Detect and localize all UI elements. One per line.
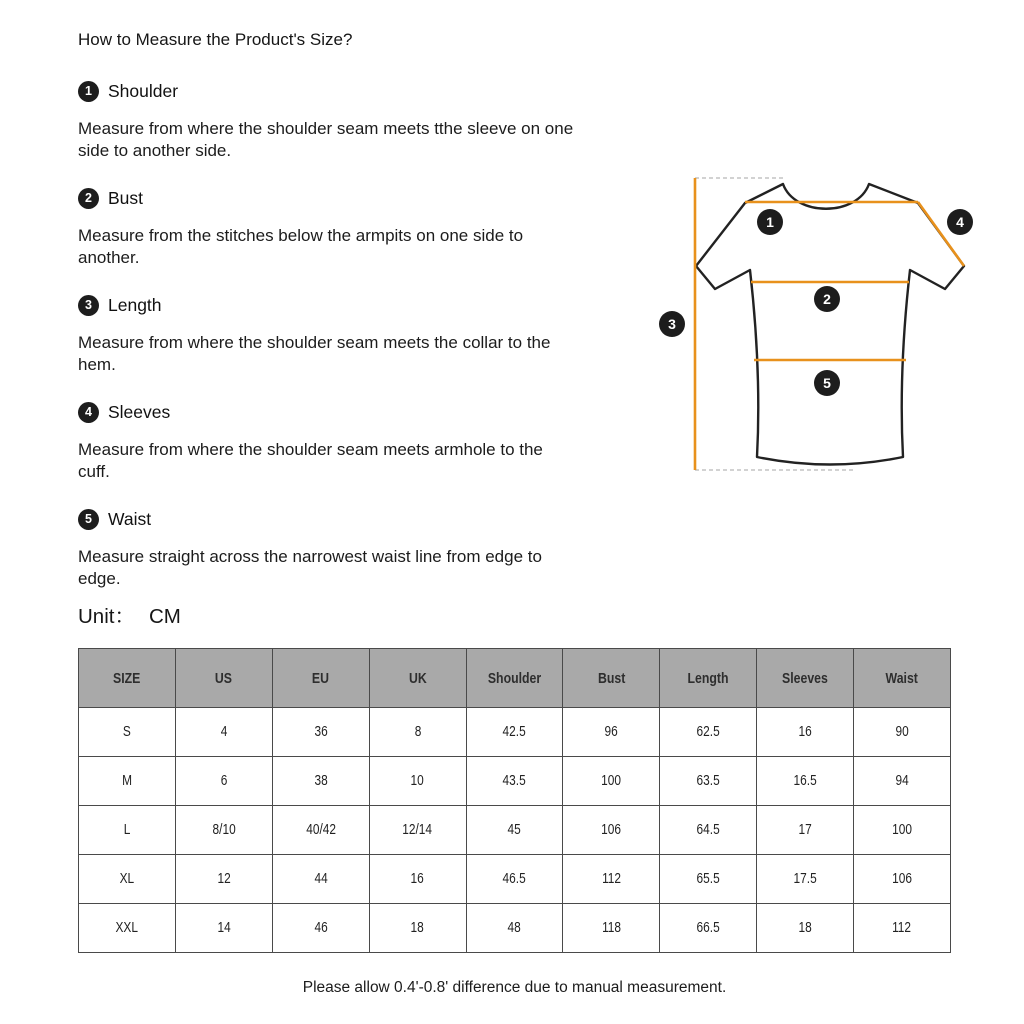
- table-cell: 96: [563, 708, 660, 757]
- svg-text:5: 5: [823, 375, 831, 391]
- table-cell: 16.5: [757, 757, 854, 806]
- table-cell: 40/42: [272, 806, 369, 855]
- description-line: Measure from where the shoulder seam meets tthe sleeve on one: [78, 119, 574, 138]
- table-header-cell: US: [175, 649, 272, 708]
- table-row-xl: [79, 855, 951, 904]
- table-cell: 94: [854, 757, 951, 806]
- description-line: side to another side.: [78, 141, 232, 160]
- table-cell: 48: [466, 904, 563, 953]
- marker-badge-1: [757, 209, 783, 235]
- svg-text:4: 4: [956, 214, 964, 230]
- page-title: How to Measure the Product's Size?: [78, 30, 353, 49]
- description-line: Measure straight across the narrowest waist line from edge to: [78, 547, 542, 566]
- table-header-cell: Waist: [854, 649, 951, 708]
- table-cell: 66.5: [660, 904, 757, 953]
- number-badge: 4: [78, 402, 99, 423]
- table-cell: 118: [563, 904, 660, 953]
- table-cell: 64.5: [660, 806, 757, 855]
- table-cell: 100: [563, 757, 660, 806]
- table-cell: 36: [272, 708, 369, 757]
- table-header-row: [79, 649, 951, 708]
- table-header-cell: Shoulder: [466, 649, 563, 708]
- table-cell: 4: [175, 708, 272, 757]
- table-cell: 8/10: [175, 806, 272, 855]
- table-cell: 8: [369, 708, 466, 757]
- number-badge: 3: [78, 295, 99, 316]
- marker-badge-3: [659, 311, 685, 337]
- table-row-m: [79, 757, 951, 806]
- svg-text:3: 3: [668, 316, 676, 332]
- section-label: Length: [108, 294, 162, 315]
- marker-badge-5: [814, 370, 840, 396]
- table-cell: 46: [272, 904, 369, 953]
- table-cell: M: [79, 757, 176, 806]
- section-label: Sleeves: [108, 401, 171, 422]
- unit-label: Unit：: [78, 605, 135, 628]
- table-header-cell: SIZE: [79, 649, 176, 708]
- svg-text:1: 1: [766, 214, 774, 230]
- table-cell: 38: [272, 757, 369, 806]
- description-line: Measure from the stitches below the armpits on one side to: [78, 226, 524, 245]
- tshirt-diagram: [650, 160, 1010, 490]
- table-row-s: [79, 708, 951, 757]
- unit-line: [78, 605, 951, 629]
- unit-value: CM: [148, 605, 181, 628]
- measure-section-waist: [78, 508, 951, 590]
- table-cell: 12: [175, 855, 272, 904]
- section-label: Bust: [108, 187, 144, 208]
- table-cell: 65.5: [660, 855, 757, 904]
- table-cell: 17.5: [757, 855, 854, 904]
- table-cell: 45: [466, 806, 563, 855]
- section-heading: [78, 80, 951, 102]
- table-header-cell: EU: [272, 649, 369, 708]
- table-cell: XXL: [79, 904, 176, 953]
- size-chart-table: [78, 648, 951, 953]
- table-cell: 6: [175, 757, 272, 806]
- table-cell: 63.5: [660, 757, 757, 806]
- measure-section-shoulder: [78, 80, 951, 162]
- table-cell: S: [79, 708, 176, 757]
- table-cell: 12/14: [369, 806, 466, 855]
- description-line: Measure from where the shoulder seam meets armhole to the: [78, 440, 543, 459]
- table-cell: 17: [757, 806, 854, 855]
- table-cell: 90: [854, 708, 951, 757]
- table-cell: 18: [369, 904, 466, 953]
- table-cell: 16: [757, 708, 854, 757]
- table-cell: 106: [854, 855, 951, 904]
- svg-text:2: 2: [823, 291, 831, 307]
- table-row-xxl: [79, 904, 951, 953]
- table-cell: 18: [757, 904, 854, 953]
- table-cell: 44: [272, 855, 369, 904]
- table-cell: 14: [175, 904, 272, 953]
- table-header-cell: UK: [369, 649, 466, 708]
- table-header-cell: Sleeves: [757, 649, 854, 708]
- number-badge: 1: [78, 81, 99, 102]
- table-cell: 43.5: [466, 757, 563, 806]
- marker-badge-2: [814, 286, 840, 312]
- tshirt-diagram-svg: [650, 160, 1010, 490]
- table-cell: L: [79, 806, 176, 855]
- table-cell: XL: [79, 855, 176, 904]
- table-cell: 112: [563, 855, 660, 904]
- description-line: another.: [78, 248, 140, 267]
- measurement-disclaimer: Please allow 0.4'-0.8' difference due to manual measurement.: [302, 979, 727, 996]
- table-cell: 100: [854, 806, 951, 855]
- section-label: Waist: [108, 508, 152, 529]
- tshirt-outline: [696, 184, 964, 465]
- section-label: Shoulder: [108, 80, 179, 101]
- section-heading: [78, 508, 951, 530]
- table-cell: 106: [563, 806, 660, 855]
- table-header-cell: Length: [660, 649, 757, 708]
- marker-badge-4: [947, 209, 973, 235]
- table-cell: 10: [369, 757, 466, 806]
- number-badge: 5: [78, 509, 99, 530]
- table-cell: 42.5: [466, 708, 563, 757]
- table-cell: 16: [369, 855, 466, 904]
- table-row-l: [79, 806, 951, 855]
- number-badge: 2: [78, 188, 99, 209]
- table-header-cell: Bust: [563, 649, 660, 708]
- section-description: [78, 118, 951, 162]
- section-description: [78, 546, 951, 590]
- description-line: Measure from where the shoulder seam meets the collar to the: [78, 333, 551, 352]
- description-line: edge.: [78, 569, 121, 588]
- description-line: cuff.: [78, 462, 110, 481]
- table-cell: 46.5: [466, 855, 563, 904]
- description-line: hem.: [78, 355, 116, 374]
- table-cell: 112: [854, 904, 951, 953]
- table-cell: 62.5: [660, 708, 757, 757]
